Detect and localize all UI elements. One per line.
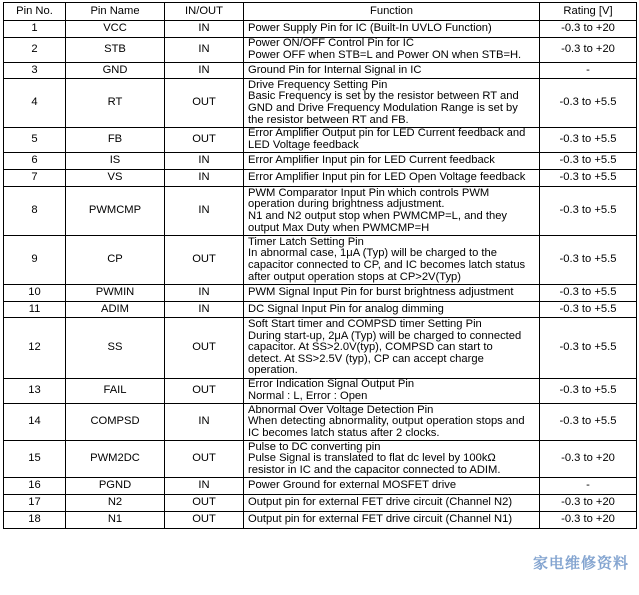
function-cell: Output pin for external FET drive circuit (Channel N1) (244, 512, 540, 529)
pin-name-cell: N1 (66, 512, 165, 529)
function-cell: PWM Signal Input Pin for burst brightness adjustment (244, 285, 540, 302)
in-out-cell: OUT (165, 128, 244, 153)
pin-name-cell: RT (66, 79, 165, 128)
header-in-out: IN/OUT (165, 3, 244, 21)
rating-cell: -0.3 to +5.5 (540, 170, 637, 187)
pin-name-cell: VCC (66, 21, 165, 38)
function-cell: Pulse to DC converting pin Pulse Signal is translated to flat dc level by 100kΩ resistor in IC and the capacitor connected to ADIM. (244, 441, 540, 478)
in-out-cell: IN (165, 404, 244, 441)
pin-name-cell: PWMCMP (66, 187, 165, 236)
table-row (4, 495, 637, 512)
pin-number-cell: 2 (4, 38, 66, 63)
in-out-cell: IN (165, 285, 244, 302)
header-rating: Rating [V] (540, 3, 637, 21)
function-cell: Error Amplifier Output pin for LED Current feedback and LED Voltage feedback (244, 128, 540, 153)
function-cell: Power Ground for external MOSFET drive (244, 478, 540, 495)
table-row (4, 302, 637, 318)
pin-number-cell: 7 (4, 170, 66, 187)
pin-number-cell: 3 (4, 63, 66, 79)
pin-name-cell: ADIM (66, 302, 165, 318)
table-row (4, 285, 637, 302)
function-cell: DC Signal Input Pin for analog dimming (244, 302, 540, 318)
in-out-cell: OUT (165, 236, 244, 285)
rating-cell: -0.3 to +5.5 (540, 236, 637, 285)
table-row (4, 379, 637, 404)
table-row (4, 441, 637, 478)
function-cell: PWM Comparator Input Pin which controls PWM operation during brightness adjustment. N1 and N2 output stop when PWMCMP=L, and they output Max Duty when PWMCMP=H (244, 187, 540, 236)
pin-name-cell: STB (66, 38, 165, 63)
watermark-logo: 家电维修资料 (532, 554, 629, 572)
pin-number-cell: 1 (4, 21, 66, 38)
pin-name-cell: PGND (66, 478, 165, 495)
in-out-cell: OUT (165, 495, 244, 512)
rating-cell: -0.3 to +5.5 (540, 153, 637, 170)
function-cell: Output pin for external FET drive circuit (Channel N2) (244, 495, 540, 512)
pin-name-cell: IS (66, 153, 165, 170)
pin-name-cell: SS (66, 318, 165, 379)
rating-cell: -0.3 to +20 (540, 495, 637, 512)
pin-number-cell: 9 (4, 236, 66, 285)
pin-number-cell: 6 (4, 153, 66, 170)
function-cell: Timer Latch Setting Pin In abnormal case, 1μA (Typ) will be charged to the capacitor connected to CP, and IC becomes latch status after output operation stops at CP>2V(Typ) (244, 236, 540, 285)
in-out-cell: IN (165, 187, 244, 236)
table-row (4, 38, 637, 63)
rating-cell: -0.3 to +20 (540, 512, 637, 529)
table-body (4, 21, 637, 529)
pin-name-cell: COMPSD (66, 404, 165, 441)
pin-name-cell: N2 (66, 495, 165, 512)
pin-number-cell: 13 (4, 379, 66, 404)
pin-number-cell: 18 (4, 512, 66, 529)
in-out-cell: OUT (165, 379, 244, 404)
rating-cell: -0.3 to +5.5 (540, 285, 637, 302)
in-out-cell: OUT (165, 512, 244, 529)
pin-name-cell: CP (66, 236, 165, 285)
in-out-cell: OUT (165, 441, 244, 478)
in-out-cell: IN (165, 153, 244, 170)
in-out-cell: IN (165, 478, 244, 495)
function-cell: Ground Pin for Internal Signal in IC (244, 63, 540, 79)
table-row (4, 236, 637, 285)
rating-cell: -0.3 to +20 (540, 441, 637, 478)
in-out-cell: IN (165, 63, 244, 79)
table-row (4, 478, 637, 495)
table-row (4, 128, 637, 153)
rating-cell: -0.3 to +5.5 (540, 404, 637, 441)
pin-name-cell: PWMIN (66, 285, 165, 302)
pin-name-cell: FAIL (66, 379, 165, 404)
rating-cell: - (540, 478, 637, 495)
rating-cell: -0.3 to +5.5 (540, 302, 637, 318)
rating-cell: -0.3 to +5.5 (540, 318, 637, 379)
header-pin-name: Pin Name (66, 3, 165, 21)
pin-name-cell: FB (66, 128, 165, 153)
rating-cell: - (540, 63, 637, 79)
function-cell: Error Amplifier Input pin for LED Open Voltage feedback (244, 170, 540, 187)
table-row (4, 21, 637, 38)
table-row (4, 187, 637, 236)
in-out-cell: OUT (165, 79, 244, 128)
rating-cell: -0.3 to +5.5 (540, 79, 637, 128)
function-cell: Error Amplifier Input pin for LED Current feedback (244, 153, 540, 170)
function-cell: Drive Frequency Setting Pin Basic Frequency is set by the resistor between RT and GND and Drive Frequency Modulation Range is set by the resistor between RT and FB. (244, 79, 540, 128)
table-row (4, 170, 637, 187)
header-function: Function (244, 3, 540, 21)
table-row (4, 404, 637, 441)
pin-number-cell: 15 (4, 441, 66, 478)
header-pin-no: Pin No. (4, 3, 66, 21)
pin-function-table-wrapper (3, 2, 637, 529)
table-row (4, 512, 637, 529)
table-row (4, 153, 637, 170)
table-row (4, 63, 637, 79)
pin-name-cell: PWM2DC (66, 441, 165, 478)
in-out-cell: OUT (165, 318, 244, 379)
pin-name-cell: VS (66, 170, 165, 187)
function-cell: Power ON/OFF Control Pin for IC Power OFF when STB=L and Power ON when STB=H. (244, 38, 540, 63)
rating-cell: -0.3 to +20 (540, 38, 637, 63)
table-row (4, 79, 637, 128)
pin-function-table (3, 2, 637, 529)
table-header-row (4, 3, 637, 21)
function-cell: Abnormal Over Voltage Detection Pin When detecting abnormality, output operation stops and IC becomes latch status after 2 clocks. (244, 404, 540, 441)
in-out-cell: IN (165, 38, 244, 63)
function-cell: Error Indication Signal Output Pin Normal : L, Error : Open (244, 379, 540, 404)
pin-number-cell: 4 (4, 79, 66, 128)
in-out-cell: IN (165, 21, 244, 38)
in-out-cell: IN (165, 170, 244, 187)
rating-cell: -0.3 to +20 (540, 21, 637, 38)
pin-number-cell: 11 (4, 302, 66, 318)
pin-number-cell: 10 (4, 285, 66, 302)
function-cell: Power Supply Pin for IC (Built-In UVLO Function) (244, 21, 540, 38)
function-cell: Soft Start timer and COMPSD timer Setting Pin During start-up, 2μA (Typ) will be charged to connected capacitor. At SS>2.0V(typ), COMPSD can start to detect. At SS>2.5V (typ), CP can accept charge operation. (244, 318, 540, 379)
pin-number-cell: 12 (4, 318, 66, 379)
pin-number-cell: 16 (4, 478, 66, 495)
rating-cell: -0.3 to +5.5 (540, 379, 637, 404)
pin-number-cell: 8 (4, 187, 66, 236)
rating-cell: -0.3 to +5.5 (540, 187, 637, 236)
pin-number-cell: 5 (4, 128, 66, 153)
rating-cell: -0.3 to +5.5 (540, 128, 637, 153)
table-row (4, 318, 637, 379)
pin-number-cell: 14 (4, 404, 66, 441)
in-out-cell: IN (165, 302, 244, 318)
pin-name-cell: GND (66, 63, 165, 79)
pin-number-cell: 17 (4, 495, 66, 512)
